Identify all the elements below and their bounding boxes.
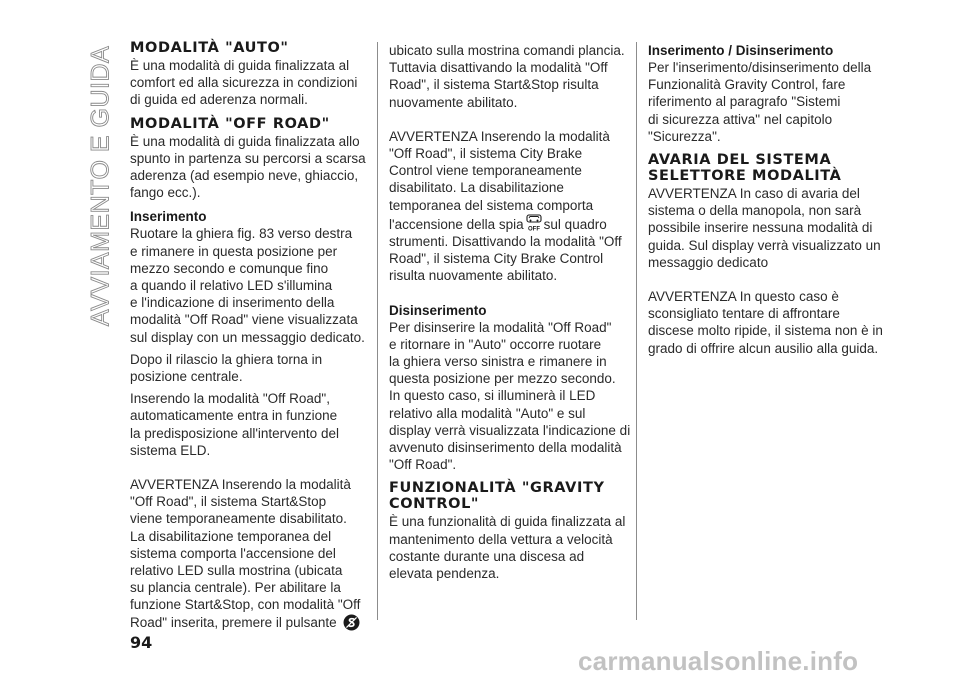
- text-line: e l'indicazione di inserimento della: [130, 295, 335, 311]
- text-line: Funzionalità Gravity Control, fare: [648, 77, 846, 93]
- text-line: Per disinserire la modalità "Off Road": [389, 319, 612, 335]
- text-line: messaggio dedicato: [648, 254, 769, 270]
- text-line: "Off Road".: [389, 457, 457, 473]
- text-line: sconsigliato tentare di affrontare: [648, 306, 840, 322]
- text-line: su plancia centrale). Per abilitare la: [130, 580, 341, 596]
- city-brake-off-icon: [525, 214, 543, 232]
- heading-avaria-sistema: [648, 152, 884, 184]
- text-line: È una modalità di guida finalizzata al: [130, 58, 350, 73]
- text-line: posizione centrale.: [130, 369, 243, 385]
- text-line: e ritornare in "Auto" occorre ruotare: [389, 336, 602, 352]
- text-line: elevata pendenza.: [389, 566, 500, 582]
- svg-text:OFF: OFF: [527, 226, 540, 232]
- paragraph-avvertenza-discese: [648, 288, 884, 357]
- text-line: fango ecc.).: [130, 185, 201, 201]
- column-1: [130, 40, 366, 631]
- text-line: sul quadro: [543, 216, 607, 232]
- text-line: Road", il sistema Start&Stop risulta: [389, 77, 599, 93]
- text-line: nuovamente abilitato.: [389, 94, 518, 110]
- text-line: Inserendo la modalità "Off Road",: [130, 391, 330, 407]
- paragraph-avvertenza-city-brake: [389, 128, 625, 285]
- paragraph-eld: [130, 390, 366, 459]
- text-line: funzione Start&Stop, con modalità "Off: [130, 597, 361, 613]
- text-line: a quando il relativo LED s'illumina: [130, 278, 333, 294]
- paragraph-avvertenza-avaria: [648, 185, 884, 271]
- text-line: la predisposizione all'intervento del: [130, 425, 339, 441]
- text-line: aderenza (ad esempio neve, ghiaccio,: [130, 168, 359, 184]
- heading-modalita-off-road: MODALITÀ "OFF ROAD": [130, 115, 330, 132]
- text-line: Road" inserita, premere il pulsante: [130, 614, 337, 630]
- text-line-with-icon: [130, 614, 366, 631]
- heading-modalita-auto: MODALITÀ "AUTO": [130, 40, 289, 56]
- text-line: È una funzionalità di guida finalizzata al: [389, 514, 626, 530]
- text-line: AVVERTENZA In caso di avaria del: [648, 186, 860, 202]
- text-line: avvenuto disinserimento della modalità: [389, 440, 622, 456]
- text-line: di sicurezza attiva" nel capitolo: [648, 111, 833, 127]
- heading-line: CONTROL": [389, 496, 480, 513]
- text-line: discese molto ripide, il sistema non è in: [648, 323, 883, 339]
- heading-line: AVARIA DEL SISTEMA: [648, 152, 832, 169]
- text-line: grado di offrire alcun ausilio alla guida.: [648, 340, 879, 356]
- text-line: disabilitato. La disabilitazione: [389, 180, 564, 196]
- text-line: È una modalità di guida finalizzata allo: [130, 133, 360, 149]
- paragraph-off-road-description: [130, 133, 366, 202]
- text-line: Road", il sistema City Brake Control: [389, 251, 604, 267]
- chapter-side-title-text: AVVIAMENTO E GUIDA: [86, 45, 115, 327]
- text-line: ubicato sulla mostrina comandi plancia.: [389, 43, 625, 58]
- page-number: 94: [130, 633, 153, 652]
- text-line: di guida ed aderenza normali.: [130, 92, 308, 108]
- paragraph-inserimento: [130, 225, 366, 345]
- text-line: risulta nuovamente abilitato.: [389, 268, 558, 284]
- text-line: e rimanere in questa posizione per: [130, 243, 338, 259]
- text-line: sul display con un messaggio dedicato.: [130, 329, 365, 345]
- text-line: questa posizione per mezzo secondo.: [389, 371, 616, 387]
- text-line: Dopo il rilascio la ghiera torna in: [130, 351, 323, 367]
- column-divider-2: [636, 42, 637, 620]
- text-line: la ghiera verso sinistra e rimanere in: [389, 354, 607, 370]
- text-line: costante durante una discesa ad: [389, 548, 585, 564]
- paragraph-gravity-control: [389, 513, 625, 582]
- text-line-with-icon: [389, 214, 625, 233]
- text-line: La disabilitazione temporanea del: [130, 528, 332, 544]
- text-line: In questo caso, si illuminerà il LED: [389, 388, 596, 404]
- text-line: "Off Road", il sistema Start&Stop: [130, 494, 327, 510]
- text-line: modalità "Off Road" viene visualizzata: [130, 312, 358, 328]
- text-line: temporanea del sistema comporta: [389, 197, 594, 213]
- text-line: "Sicurezza".: [648, 128, 721, 144]
- text-line: guida. Sul display verrà visualizzato un: [648, 237, 881, 253]
- text-line: spunto in partenza su percorsi a scarsa: [130, 150, 366, 166]
- paragraph-avvertenza-start-stop: [130, 476, 366, 631]
- text-line: automaticamente entra in funzione: [130, 408, 338, 424]
- start-stop-off-icon: [343, 614, 360, 631]
- paragraph-auto-description: [130, 57, 366, 109]
- text-line: relativo LED sulla mostrina (ubicata: [130, 563, 343, 579]
- text-line: Control viene temporaneamente: [389, 163, 582, 179]
- text-line: AVVERTENZA Inserendo la modalità: [130, 477, 351, 493]
- heading-line: FUNZIONALITÀ "GRAVITY: [389, 480, 605, 497]
- heading-gravity-control: [389, 480, 625, 512]
- text-line: possibile inserire nessuna modalità di: [648, 220, 873, 236]
- paragraph-start-stop-continued: [389, 42, 625, 111]
- text-line: sistema comporta l'accensione del: [130, 545, 336, 561]
- text-line: mezzo secondo e comunque fino: [130, 260, 329, 276]
- paragraph-gravity-riferimento: [648, 59, 884, 145]
- text-line: sistema ELD.: [130, 442, 211, 458]
- text-line: strumenti. Disattivando la modalità "Off: [389, 234, 622, 250]
- column-divider-1: [377, 42, 378, 620]
- watermark: carmanualsonline.info: [578, 646, 859, 676]
- text-line: Per l'inserimento/disinserimento della: [648, 60, 872, 75]
- text-line: comfort ed alla sicurezza in condizioni: [130, 75, 358, 91]
- heading-line: SELETTORE MODALITÀ: [648, 168, 842, 185]
- text-line: AVVERTENZA In questo caso è: [648, 289, 839, 305]
- text-line: sistema o della manopola, non sarà: [648, 203, 862, 219]
- text-line: mantenimento della vettura a velocità: [389, 531, 613, 547]
- paragraph-disinserimento: [389, 319, 631, 474]
- text-line: l'accensione della spia: [389, 216, 524, 232]
- text-line: Ruotare la ghiera fig. 83 verso destra: [130, 226, 353, 242]
- chapter-side-title: [82, 46, 120, 326]
- text-line: viene temporaneamente disabilitato.: [130, 511, 347, 527]
- column-2: [389, 42, 631, 582]
- heading-inserimento: Inserimento: [130, 209, 207, 225]
- heading-inserimento-disinserimento: Inserimento / Disinserimento: [648, 43, 834, 58]
- text-line: riferimento al paragrafo "Sistemi: [648, 94, 841, 110]
- text-line: relativo alla modalità "Auto" e sul: [389, 405, 586, 421]
- text-line: Tuttavia disattivando la modalità "Off: [389, 60, 608, 76]
- text-line: "Off Road", il sistema City Brake: [389, 146, 583, 162]
- text-line: display verrà visualizzata l'indicazione di: [389, 422, 631, 438]
- paragraph-rilascio: [130, 351, 366, 385]
- text-line: AVVERTENZA Inserendo la modalità: [389, 128, 610, 144]
- column-3: [648, 42, 884, 357]
- heading-disinserimento: Disinserimento: [389, 302, 487, 318]
